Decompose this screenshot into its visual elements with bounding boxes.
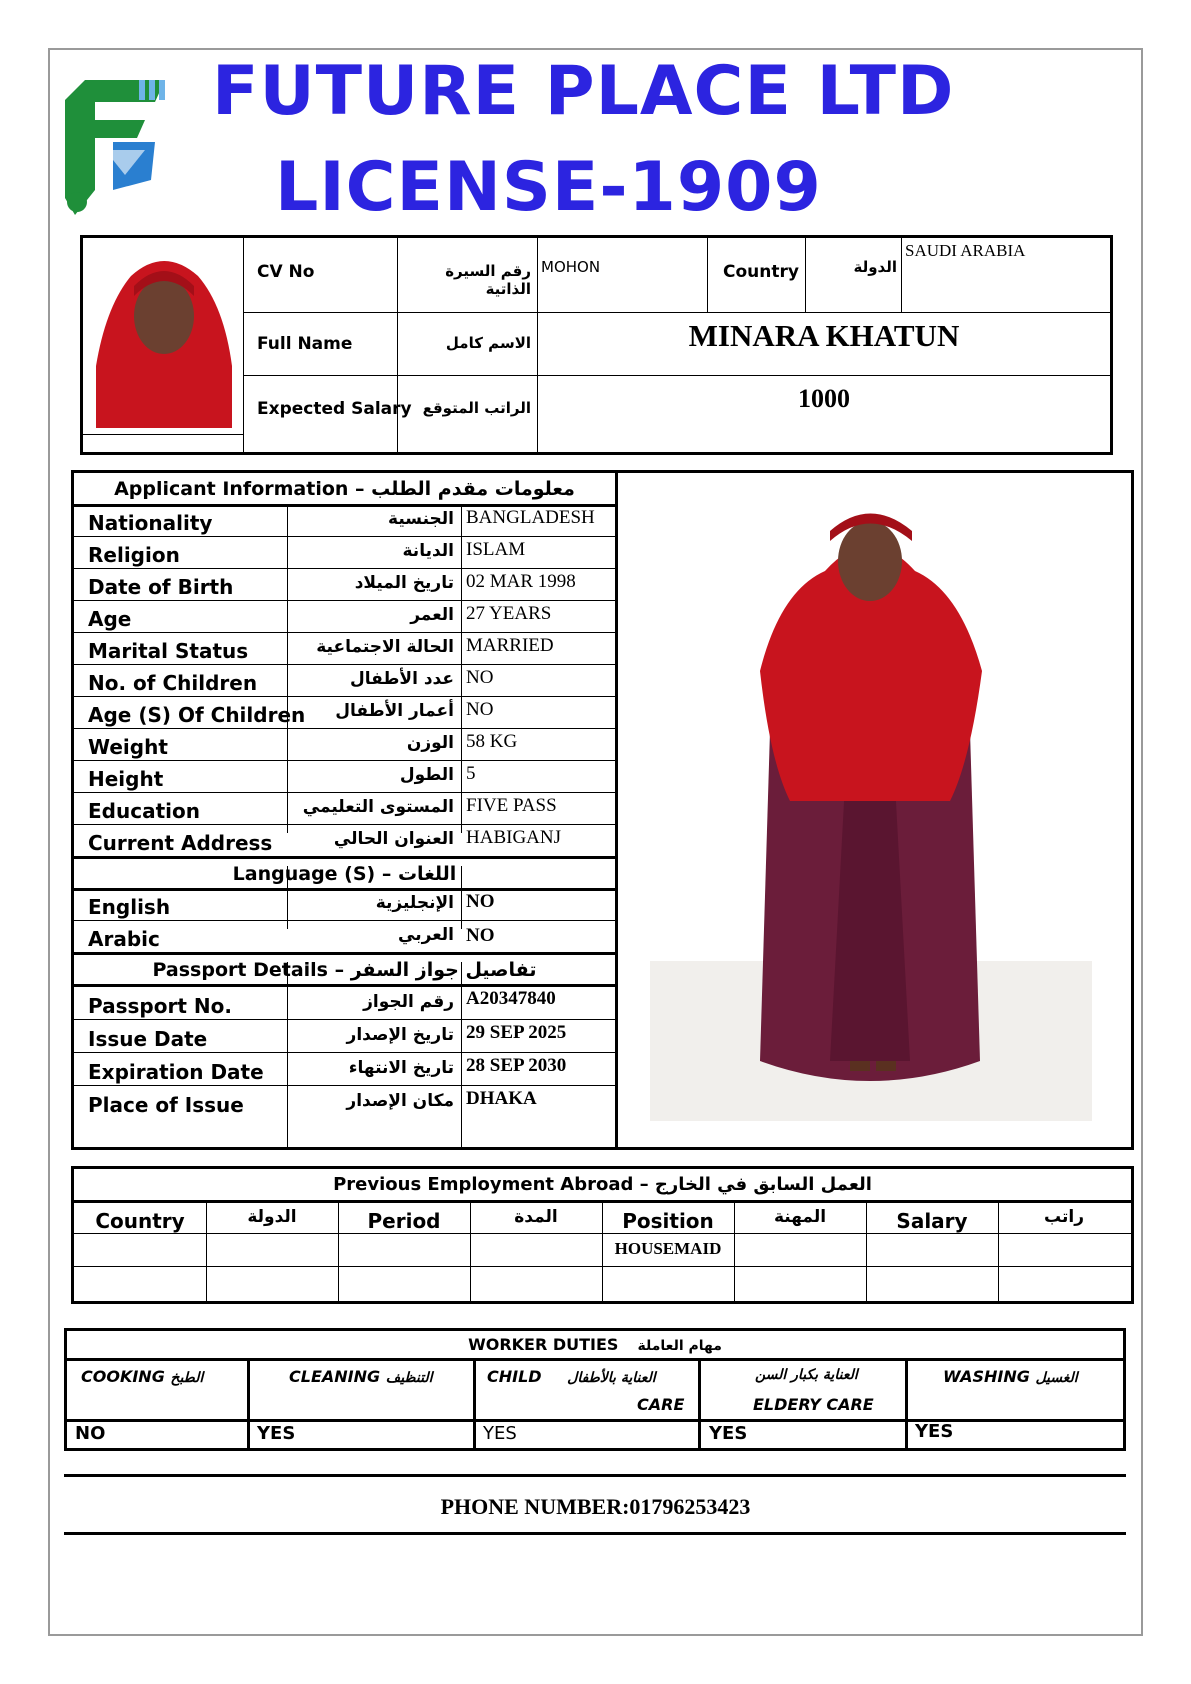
children-ages-label-ar: أعمار الأطفال [335,701,454,721]
emp-header-period: Period [367,1209,441,1233]
full-length-photo [650,501,1092,1121]
issue-date-value: 29 SEP 2025 [466,1022,567,1043]
religion-label: Religion [88,543,180,567]
cv-no-label-ar: رقم السيرة الذاتية [445,262,531,298]
language-title: Language (S) – اللغات [232,863,457,885]
expiration-date-label-ar: تاريخ الانتهاء [348,1058,454,1078]
full-name-label-ar: الاسم كامل [445,334,531,352]
children-value: NO [466,667,494,688]
cv-no-value: MOHON [541,258,601,276]
nationality-label: Nationality [88,511,213,535]
full-name-value: MINARA KHATUN [688,318,960,353]
applicant-info-table [71,470,1134,1150]
duty-elderly-care-value: YES [709,1423,748,1444]
children-label-ar: عدد الأطفال [350,669,454,689]
weight-label-ar: الوزن [406,733,454,753]
arabic-value: NO [466,925,495,946]
nationality-value: BANGLADESH [466,507,595,528]
previous-employment-table [71,1166,1134,1304]
weight-value: 58 KG [466,731,518,752]
full-name-label: Full Name [257,334,353,354]
dob-label-ar: تاريخ الميلاد [354,573,454,593]
education-label: Education [88,799,200,823]
footer-rule-top [64,1474,1126,1477]
country-value: SAUDI ARABIA [905,241,1026,260]
company-logo [55,80,165,215]
passport-no-label: Passport No. [88,994,232,1018]
issue-date-label: Issue Date [88,1027,208,1051]
emp-header-country: Country [95,1209,185,1233]
duty-cleaning: CLEANING التنظيف [289,1367,433,1386]
emp-header-salary-ar: راتب [1044,1207,1084,1227]
place-of-issue-label: Place of Issue [88,1093,244,1117]
duties-title-row [67,1335,1123,1354]
address-value: HABIGANJ [466,827,561,848]
place-of-issue-label-ar: مكان الإصدار [346,1091,454,1111]
weight-label: Weight [88,735,168,759]
duties-title: WORKER DUTIES [468,1335,619,1354]
company-name: FUTURE PLACE LTD [212,52,955,131]
age-label: Age [88,607,132,631]
emp-position-value: HOUSEMAID [614,1239,722,1258]
expiration-date-label: Expiration Date [88,1060,264,1084]
education-value: FIVE PASS [466,795,557,816]
emp-header-country-ar: الدولة [247,1207,297,1227]
marital-status-label-ar: الحالة الاجتماعية [316,637,454,657]
arabic-label-ar: العربي [398,925,454,945]
duty-child-care-2: CARE [637,1395,685,1414]
portrait-photo [86,246,242,428]
salary-label-ar: الراتب المتوقع [422,399,531,417]
expiration-date-value: 28 SEP 2030 [466,1055,567,1076]
country-label: Country [723,262,799,282]
salary-label: Expected Salary [257,399,412,419]
place-of-issue-value: DHAKA [466,1088,537,1109]
summary-table [80,235,1113,455]
age-value: 27 YEARS [466,603,552,624]
height-label: Height [88,767,164,791]
license-number: LICENSE-1909 [275,148,822,227]
duty-elderly-care: ELDERY CARE [753,1395,874,1414]
duty-child-care: CHILD العناية بالأطفال [487,1367,656,1386]
english-value: NO [466,891,495,912]
passport-no-value: A20347840 [466,988,556,1009]
passport-no-label-ar: رقم الجواز [363,992,454,1012]
height-value: 5 [466,763,476,784]
nationality-label-ar: الجنسية [388,509,454,529]
marital-status-label: Marital Status [88,639,249,663]
duty-washing: WASHING الغسيل [943,1367,1078,1386]
footer-rule-bottom [64,1532,1126,1535]
duties-title-ar: مهام العاملة [637,1338,722,1354]
age-label-ar: العمر [410,605,454,625]
dob-value: 02 MAR 1998 [466,571,576,592]
duty-cleaning-value: YES [257,1423,296,1444]
arabic-label: Arabic [88,927,160,951]
applicant-info-title: Applicant Information – معلومات مقدم الطلب [114,478,575,500]
emp-header-salary: Salary [896,1209,968,1233]
dob-label: Date of Birth [88,575,234,599]
phone-number: PHONE NUMBER:01796253423 [440,1494,751,1519]
emp-header-period-ar: المدة [514,1207,558,1227]
duty-washing-value: YES [915,1421,954,1442]
english-label-ar: الإنجليزية [375,893,454,913]
country-label-ar: الدولة [853,258,897,276]
english-label: English [88,895,171,919]
issue-date-label-ar: تاريخ الإصدار [346,1025,454,1045]
address-label-ar: العنوان الحالي [333,829,454,849]
children-label: No. of Children [88,671,258,695]
employment-title: Previous Employment Abroad – العمل السابق في الخارج [333,1174,872,1195]
marital-status-value: MARRIED [466,635,554,656]
cv-no-label: CV No [257,262,315,282]
religion-label-ar: الديانة [402,541,454,561]
passport-title: Passport Details – تفاصيل جواز السفر [152,959,537,981]
duty-elderly-ar: العناية بكبار السن [755,1367,858,1383]
address-label: Current Address [88,831,273,855]
duty-cooking-value: NO [75,1423,106,1444]
children-ages-label: Age (S) Of Children [88,703,306,727]
worker-duties-table [64,1328,1126,1451]
duty-child-care-value: YES [483,1423,517,1444]
emp-header-position: Position [622,1209,714,1233]
emp-header-position-ar: المهنة [773,1207,827,1227]
salary-value: 1000 [798,384,850,413]
religion-value: ISLAM [466,539,526,560]
children-ages-value: NO [466,699,494,720]
duty-cooking: COOKING الطبخ [81,1367,204,1386]
height-label-ar: الطول [399,765,454,785]
education-label-ar: المستوى التعليمي [302,797,454,817]
